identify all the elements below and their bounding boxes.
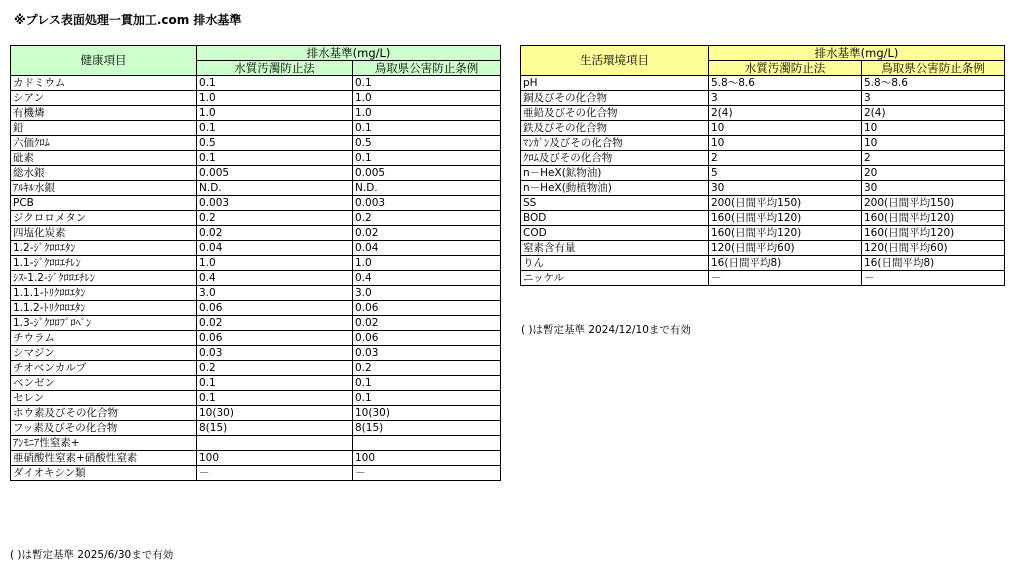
table-row	[521, 241, 1005, 256]
pref-value-cell: 0.1	[353, 76, 501, 91]
item-cell: ｼｽ-1.2-ｼﾞｸﾛﾛｴﾁﾚﾝ	[11, 271, 197, 286]
law-value-cell: 160(日間平均120)	[709, 226, 862, 241]
law-value-cell: 0.1	[197, 376, 353, 391]
pref-value-cell: 0.02	[353, 316, 501, 331]
law-value-cell: 5	[709, 166, 862, 181]
table-row	[11, 136, 501, 151]
law-value-cell: 0.1	[197, 121, 353, 136]
item-cell: 鉄及びその化合物	[521, 121, 709, 136]
life-standards-table	[520, 45, 1005, 286]
item-cell: ｱﾙｷﾙ水銀	[11, 181, 197, 196]
table-row	[11, 181, 501, 196]
table-row	[11, 376, 501, 391]
item-cell: 亜硝酸性窒素+硝酸性窒素	[11, 451, 197, 466]
pref-value-cell: 160(日間平均120)	[862, 226, 1005, 241]
law-value-cell: 30	[709, 181, 862, 196]
table-row	[11, 406, 501, 421]
law-value-cell: 0.04	[197, 241, 353, 256]
item-cell: 窒素含有量	[521, 241, 709, 256]
table-row	[11, 301, 501, 316]
law-value-cell: 10(30)	[197, 406, 353, 421]
table-row	[521, 211, 1005, 226]
item-cell: pH	[521, 76, 709, 91]
item-cell: PCB	[11, 196, 197, 211]
law-value-cell: 0.1	[197, 391, 353, 406]
table-row	[11, 286, 501, 301]
health-law-header: 水質汚濁防止法	[197, 61, 353, 76]
pref-value-cell: 160(日間平均120)	[862, 211, 1005, 226]
item-cell: シアン	[11, 91, 197, 106]
law-value-cell: －	[197, 466, 353, 481]
pref-value-cell: 0.003	[353, 196, 501, 211]
pref-value-cell: 0.1	[353, 151, 501, 166]
item-cell: シマジン	[11, 346, 197, 361]
pref-value-cell: 3	[862, 91, 1005, 106]
pref-value-cell: 8(15)	[353, 421, 501, 436]
pref-value-cell: 16(日間平均8)	[862, 256, 1005, 271]
pref-value-cell: 200(日間平均150)	[862, 196, 1005, 211]
table-row	[521, 166, 1005, 181]
law-value-cell: 0.03	[197, 346, 353, 361]
law-value-cell: 200(日間平均150)	[709, 196, 862, 211]
pref-value-cell: 0.4	[353, 271, 501, 286]
item-cell: ニッケル	[521, 271, 709, 286]
table-row	[11, 241, 501, 256]
law-value-cell: 1.0	[197, 106, 353, 121]
table-row	[521, 256, 1005, 271]
pref-value-cell: 2	[862, 151, 1005, 166]
table-row	[11, 76, 501, 91]
law-value-cell: 0.5	[197, 136, 353, 151]
item-cell: 有機燐	[11, 106, 197, 121]
pref-value-cell: 100	[353, 451, 501, 466]
item-cell: 1.3-ｼﾞｸﾛﾛﾌﾟﾛﾍﾟﾝ	[11, 316, 197, 331]
table-row	[521, 76, 1005, 91]
health-note: ( )は暫定基準 2025/6/30まで有効	[10, 549, 174, 561]
item-cell: 四塩化炭素	[11, 226, 197, 241]
life-note: ( )は暫定基準 2024/12/10まで有効	[521, 324, 691, 336]
law-value-cell: 0.02	[197, 316, 353, 331]
item-cell: カドミウム	[11, 76, 197, 91]
item-cell: BOD	[521, 211, 709, 226]
law-value-cell: 1.0	[197, 91, 353, 106]
item-cell: 1.1.1-ﾄﾘｸﾛﾛｴﾀﾝ	[11, 286, 197, 301]
item-cell: フッ素及びその化合物	[11, 421, 197, 436]
item-cell: COD	[521, 226, 709, 241]
law-value-cell: 0.2	[197, 211, 353, 226]
table-row	[11, 211, 501, 226]
pref-value-cell: 3.0	[353, 286, 501, 301]
law-value-cell: 3	[709, 91, 862, 106]
item-cell: ベンゼン	[11, 376, 197, 391]
pref-value-cell: 10	[862, 121, 1005, 136]
pref-value-cell: 1.0	[353, 256, 501, 271]
life-item-header: 生活環境項目	[521, 46, 709, 76]
item-cell: 亜鉛及びその化合物	[521, 106, 709, 121]
item-cell: 六価ｸﾛﾑ	[11, 136, 197, 151]
item-cell: 1.1-ｼﾞｸﾛﾛｴﾁﾚﾝ	[11, 256, 197, 271]
pref-value-cell: 20	[862, 166, 1005, 181]
table-row	[521, 106, 1005, 121]
pref-value-cell: －	[862, 271, 1005, 286]
item-cell: ジクロロメタン	[11, 211, 197, 226]
pref-value-cell: 0.1	[353, 121, 501, 136]
health-item-header: 健康項目	[11, 46, 197, 76]
item-cell: n－HeX(動植物油)	[521, 181, 709, 196]
health-standard-group-header: 排水基準(mg/L)	[197, 46, 501, 61]
life-table-body	[521, 76, 1005, 286]
table-row	[11, 466, 501, 481]
law-value-cell: 1.0	[197, 256, 353, 271]
table-row	[521, 196, 1005, 211]
life-pref-header: 鳥取県公害防止条例	[862, 61, 1005, 76]
law-value-cell: 0.1	[197, 151, 353, 166]
pref-value-cell: 10	[862, 136, 1005, 151]
law-value-cell	[197, 436, 353, 451]
table-row	[521, 181, 1005, 196]
pref-value-cell: 0.03	[353, 346, 501, 361]
law-value-cell: 10	[709, 136, 862, 151]
law-value-cell: 0.06	[197, 301, 353, 316]
law-value-cell: 3.0	[197, 286, 353, 301]
table-row	[11, 346, 501, 361]
law-value-cell: 160(日間平均120)	[709, 211, 862, 226]
item-cell: ｱﾝﾓﾆｱ性窒素+	[11, 436, 197, 451]
pref-value-cell: 0.04	[353, 241, 501, 256]
pref-value-cell: 0.06	[353, 331, 501, 346]
pref-value-cell: 0.2	[353, 361, 501, 376]
law-value-cell: 100	[197, 451, 353, 466]
law-value-cell: 5.8～8.6	[709, 76, 862, 91]
item-cell: ﾏﾝｶﾞﾝ及びその化合物	[521, 136, 709, 151]
law-value-cell: 8(15)	[197, 421, 353, 436]
page-title: ※プレス表面処理一貫加工.com 排水基準	[14, 13, 242, 27]
item-cell: 1.1.2-ﾄﾘｸﾛﾛｴﾀﾝ	[11, 301, 197, 316]
health-table-body	[11, 76, 501, 481]
law-value-cell: 0.02	[197, 226, 353, 241]
pref-value-cell: 0.005	[353, 166, 501, 181]
table-row	[11, 151, 501, 166]
table-row	[11, 316, 501, 331]
item-cell: n－HeX(鉱物油)	[521, 166, 709, 181]
pref-value-cell: N.D.	[353, 181, 501, 196]
law-value-cell: 0.005	[197, 166, 353, 181]
pref-value-cell: 10(30)	[353, 406, 501, 421]
life-standard-group-header: 排水基準(mg/L)	[709, 46, 1005, 61]
law-value-cell: 2	[709, 151, 862, 166]
item-cell: 銅及びその化合物	[521, 91, 709, 106]
law-value-cell: 120(日間平均60)	[709, 241, 862, 256]
law-value-cell: 0.4	[197, 271, 353, 286]
table-row	[11, 361, 501, 376]
pref-value-cell: 0.02	[353, 226, 501, 241]
pref-value-cell: 30	[862, 181, 1005, 196]
table-row	[11, 436, 501, 451]
item-cell: 鉛	[11, 121, 197, 136]
item-cell: りん	[521, 256, 709, 271]
table-row	[521, 271, 1005, 286]
law-value-cell: －	[709, 271, 862, 286]
pref-value-cell: 0.2	[353, 211, 501, 226]
item-cell: 総水銀	[11, 166, 197, 181]
table-row	[521, 151, 1005, 166]
pref-value-cell: 0.1	[353, 376, 501, 391]
health-pref-header: 鳥取県公害防止条例	[353, 61, 501, 76]
table-row	[11, 391, 501, 406]
table-row	[11, 256, 501, 271]
life-law-header: 水質汚濁防止法	[709, 61, 862, 76]
table-row	[11, 91, 501, 106]
item-cell: SS	[521, 196, 709, 211]
pref-value-cell: 120(日間平均60)	[862, 241, 1005, 256]
table-row	[11, 106, 501, 121]
item-cell: ダイオキシン類	[11, 466, 197, 481]
item-cell: 1.2-ｼﾞｸﾛﾛｴﾀﾝ	[11, 241, 197, 256]
law-value-cell: 10	[709, 121, 862, 136]
item-cell: チオベンカルブ	[11, 361, 197, 376]
table-row	[11, 121, 501, 136]
law-value-cell: 16(日間平均8)	[709, 256, 862, 271]
table-row	[11, 166, 501, 181]
health-standards-table	[10, 45, 501, 481]
law-value-cell: 0.2	[197, 361, 353, 376]
pref-value-cell: 1.0	[353, 91, 501, 106]
table-row	[11, 226, 501, 241]
table-row	[11, 331, 501, 346]
item-cell: セレン	[11, 391, 197, 406]
pref-value-cell: 1.0	[353, 106, 501, 121]
pref-value-cell: －	[353, 466, 501, 481]
item-cell: 砒素	[11, 151, 197, 166]
table-row	[11, 421, 501, 436]
law-value-cell: 0.003	[197, 196, 353, 211]
law-value-cell: N.D.	[197, 181, 353, 196]
pref-value-cell: 0.1	[353, 391, 501, 406]
table-row	[11, 271, 501, 286]
table-row	[521, 136, 1005, 151]
table-row	[521, 226, 1005, 241]
pref-value-cell: 5.8～8.6	[862, 76, 1005, 91]
law-value-cell: 0.06	[197, 331, 353, 346]
item-cell: ｸﾛﾑ及びその化合物	[521, 151, 709, 166]
pref-value-cell: 0.06	[353, 301, 501, 316]
law-value-cell: 2(4)	[709, 106, 862, 121]
law-value-cell: 0.1	[197, 76, 353, 91]
table-row	[521, 121, 1005, 136]
pref-value-cell	[353, 436, 501, 451]
table-row	[521, 91, 1005, 106]
item-cell: ホウ素及びその化合物	[11, 406, 197, 421]
table-row	[11, 196, 501, 211]
pref-value-cell: 2(4)	[862, 106, 1005, 121]
table-row	[11, 451, 501, 466]
pref-value-cell: 0.5	[353, 136, 501, 151]
item-cell: チウラム	[11, 331, 197, 346]
